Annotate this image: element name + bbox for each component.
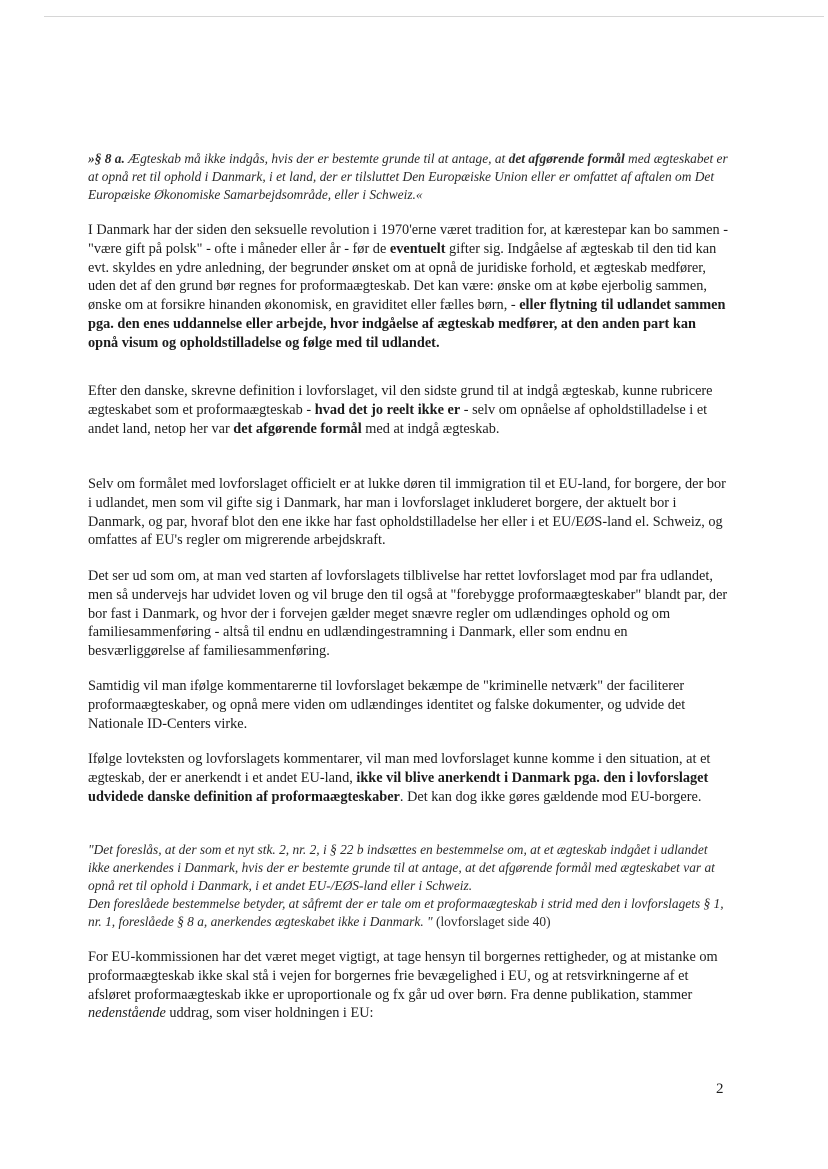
paragraph-1 xyxy=(88,221,728,353)
bold-text: eller flytning til udlandet sammen pga. den enes uddannelse eller arbejde, hvor indgåelse af ægteskab medfører, at den anden part kan opnå visum og opholdstilladelse og følge med til udlandet. xyxy=(88,297,726,351)
quote-paragraph-8a xyxy=(88,150,728,204)
quote-reference: (lovforslaget side 40) xyxy=(432,914,551,929)
paragraph-5: Samtidig vil man ifølge kommentarerne til lovforslaget bekæmpe de "kriminelle netværk" der faciliterer proformaægteskaber, og opnå mere viden om udlændinges identitet og falske dokumenter, og udvide det Nationale ID-Centers virke. xyxy=(88,678,686,732)
bold-text: det afgørende formål xyxy=(233,420,362,437)
text: . Det kan dog ikke gøres gældende mod EU-borgere. xyxy=(399,788,702,805)
quote-line xyxy=(88,895,728,931)
paragraph-4: Det ser ud som om, at man ved starten af lovforslagets tilblivelse har rettet lovforslaget mod par fra udlandet, men så undervejs har udvidet loven og vil bruge den til også at "forebygge proformaægteskaber" blandt par, der bor fast i Danmark, og hvor der i forvejen gælder meget snævre regler om udlændinges ophold og om familiesammenføring - altså til endnu en udlændingestramning i Danmark, eller som endnu en besværliggørelse af familiesammenføring. xyxy=(88,568,728,660)
bold-text: eventuelt xyxy=(389,240,446,257)
paragraph-3: Selv om formålet med lovforslaget officielt er at lukke døren til immigration til et EU-land, for borgere, der bor i udlandet, men som vil gifte sig i Danmark, har man i lovforslaget inkluderet borgere, der aktuelt bor i Danmark, og par, hvoraf blot den ene ikke har fast opholdstilladelse her eller i et EU/EØS-land el. Schweiz, og omfattes af EU's regler om migrerende arbejdskraft. xyxy=(88,476,726,549)
text: gifter sig. Indgåelse af ægteskab til den tid kan evt. skyldes en ydre anledning, der begrunder ønsket om at opnå de juridiske forhold, et ægteskab medfører, uden det af den grund bør regnes for proformaægteskab. Det kan være: ønske om at købe ejerbolig sammen, ønske om at forsikre hinanden økonomisk, en graviditet eller fælles børn, - xyxy=(88,240,717,314)
bold-text: hvad det jo reelt ikke er xyxy=(314,401,461,418)
top-rule xyxy=(44,16,824,17)
text: med at indgå ægteskab. xyxy=(361,420,500,437)
quote-text: med ægteskabet er at opnå ret til ophold i Danmark, i et land, der er tilsluttet Den Europæiske Union eller er omfattet af aftalen om Det Europæiske Økonomiske Samarbejdsområde, eller i Schweiz.« xyxy=(88,151,728,202)
quote-line: "Det foreslås, at der som et nyt stk. 2, nr. 2, i § 22 b indsættes en bestemmelse om, at et ægteskab indgået i udlandet ikke anerkendes i Danmark, hvis der er bestemte grunde til at antage, at det afgørende formål med ægteskabet var at opnå ret til ophold i Danmark, i et andet EU-/EØS-land eller i Schweiz. xyxy=(88,842,715,893)
text: uddrag, som viser holdningen i EU: xyxy=(165,1005,374,1022)
text: For EU-kommissionen har det været meget vigtigt, at tage hensyn til borgernes rettigheder, og at mistanke om proformaægteskab ikke skal stå i vejen for borgernes frie bevægelighed i EU, og at retsvirkningerne af et afsløret proformaægteskab ikke er uproportionale og fx går ud over børn. Fra denne publikation, stammer xyxy=(88,949,718,1003)
quote-bold: det afgørende formål xyxy=(508,151,625,166)
italic-text: nedenstående xyxy=(88,1005,166,1022)
text: - selv om opnåelse af opholdstilladelse i et andet land, netop her var xyxy=(88,401,708,437)
text: I Danmark har der siden den seksuelle revolution i 1970'erne været tradition for, at kærestepar kan bo sammen - "være gift på polsk" - ofte i måneder eller år - før de xyxy=(88,222,729,257)
text: Ifølge lovteksten og lovforslagets kommentarer, vil man med lovforslaget kunne komme i den situation, at et ægteskab, der er anerkendt i et andet EU-land, xyxy=(88,751,711,786)
paragraph-6 xyxy=(88,750,728,806)
quote-text: Den foreslåede bestemmelse betyder, at såfremt der er tale om et proformaægteskab i strid med den i lovforslagets § 1, nr. 1, foreslåede § 8 a, anerkendes ægteskabet ikke i Danmark. " xyxy=(88,896,724,929)
paragraph-2 xyxy=(88,382,728,438)
bold-text: ikke vil blive anerkendt i Danmark pga. den i lovforslaget udvidede danske definition af proformaægteskaber xyxy=(88,769,709,805)
paragraph-7 xyxy=(88,948,728,1023)
quote-prefix: »§ 8 a. xyxy=(88,151,125,166)
quote-paragraph-22b xyxy=(88,841,728,931)
page-number: 2 xyxy=(716,1081,724,1097)
quote-text: Ægteskab må ikke indgås, hvis der er bestemte grunde til at antage, at xyxy=(124,151,509,166)
text: Efter den danske, skrevne definition i lovforslaget, vil den sidste grund til at indgå ægteskab, kunne rubricere ægteskabet som et proformaægteskab - xyxy=(88,383,713,418)
